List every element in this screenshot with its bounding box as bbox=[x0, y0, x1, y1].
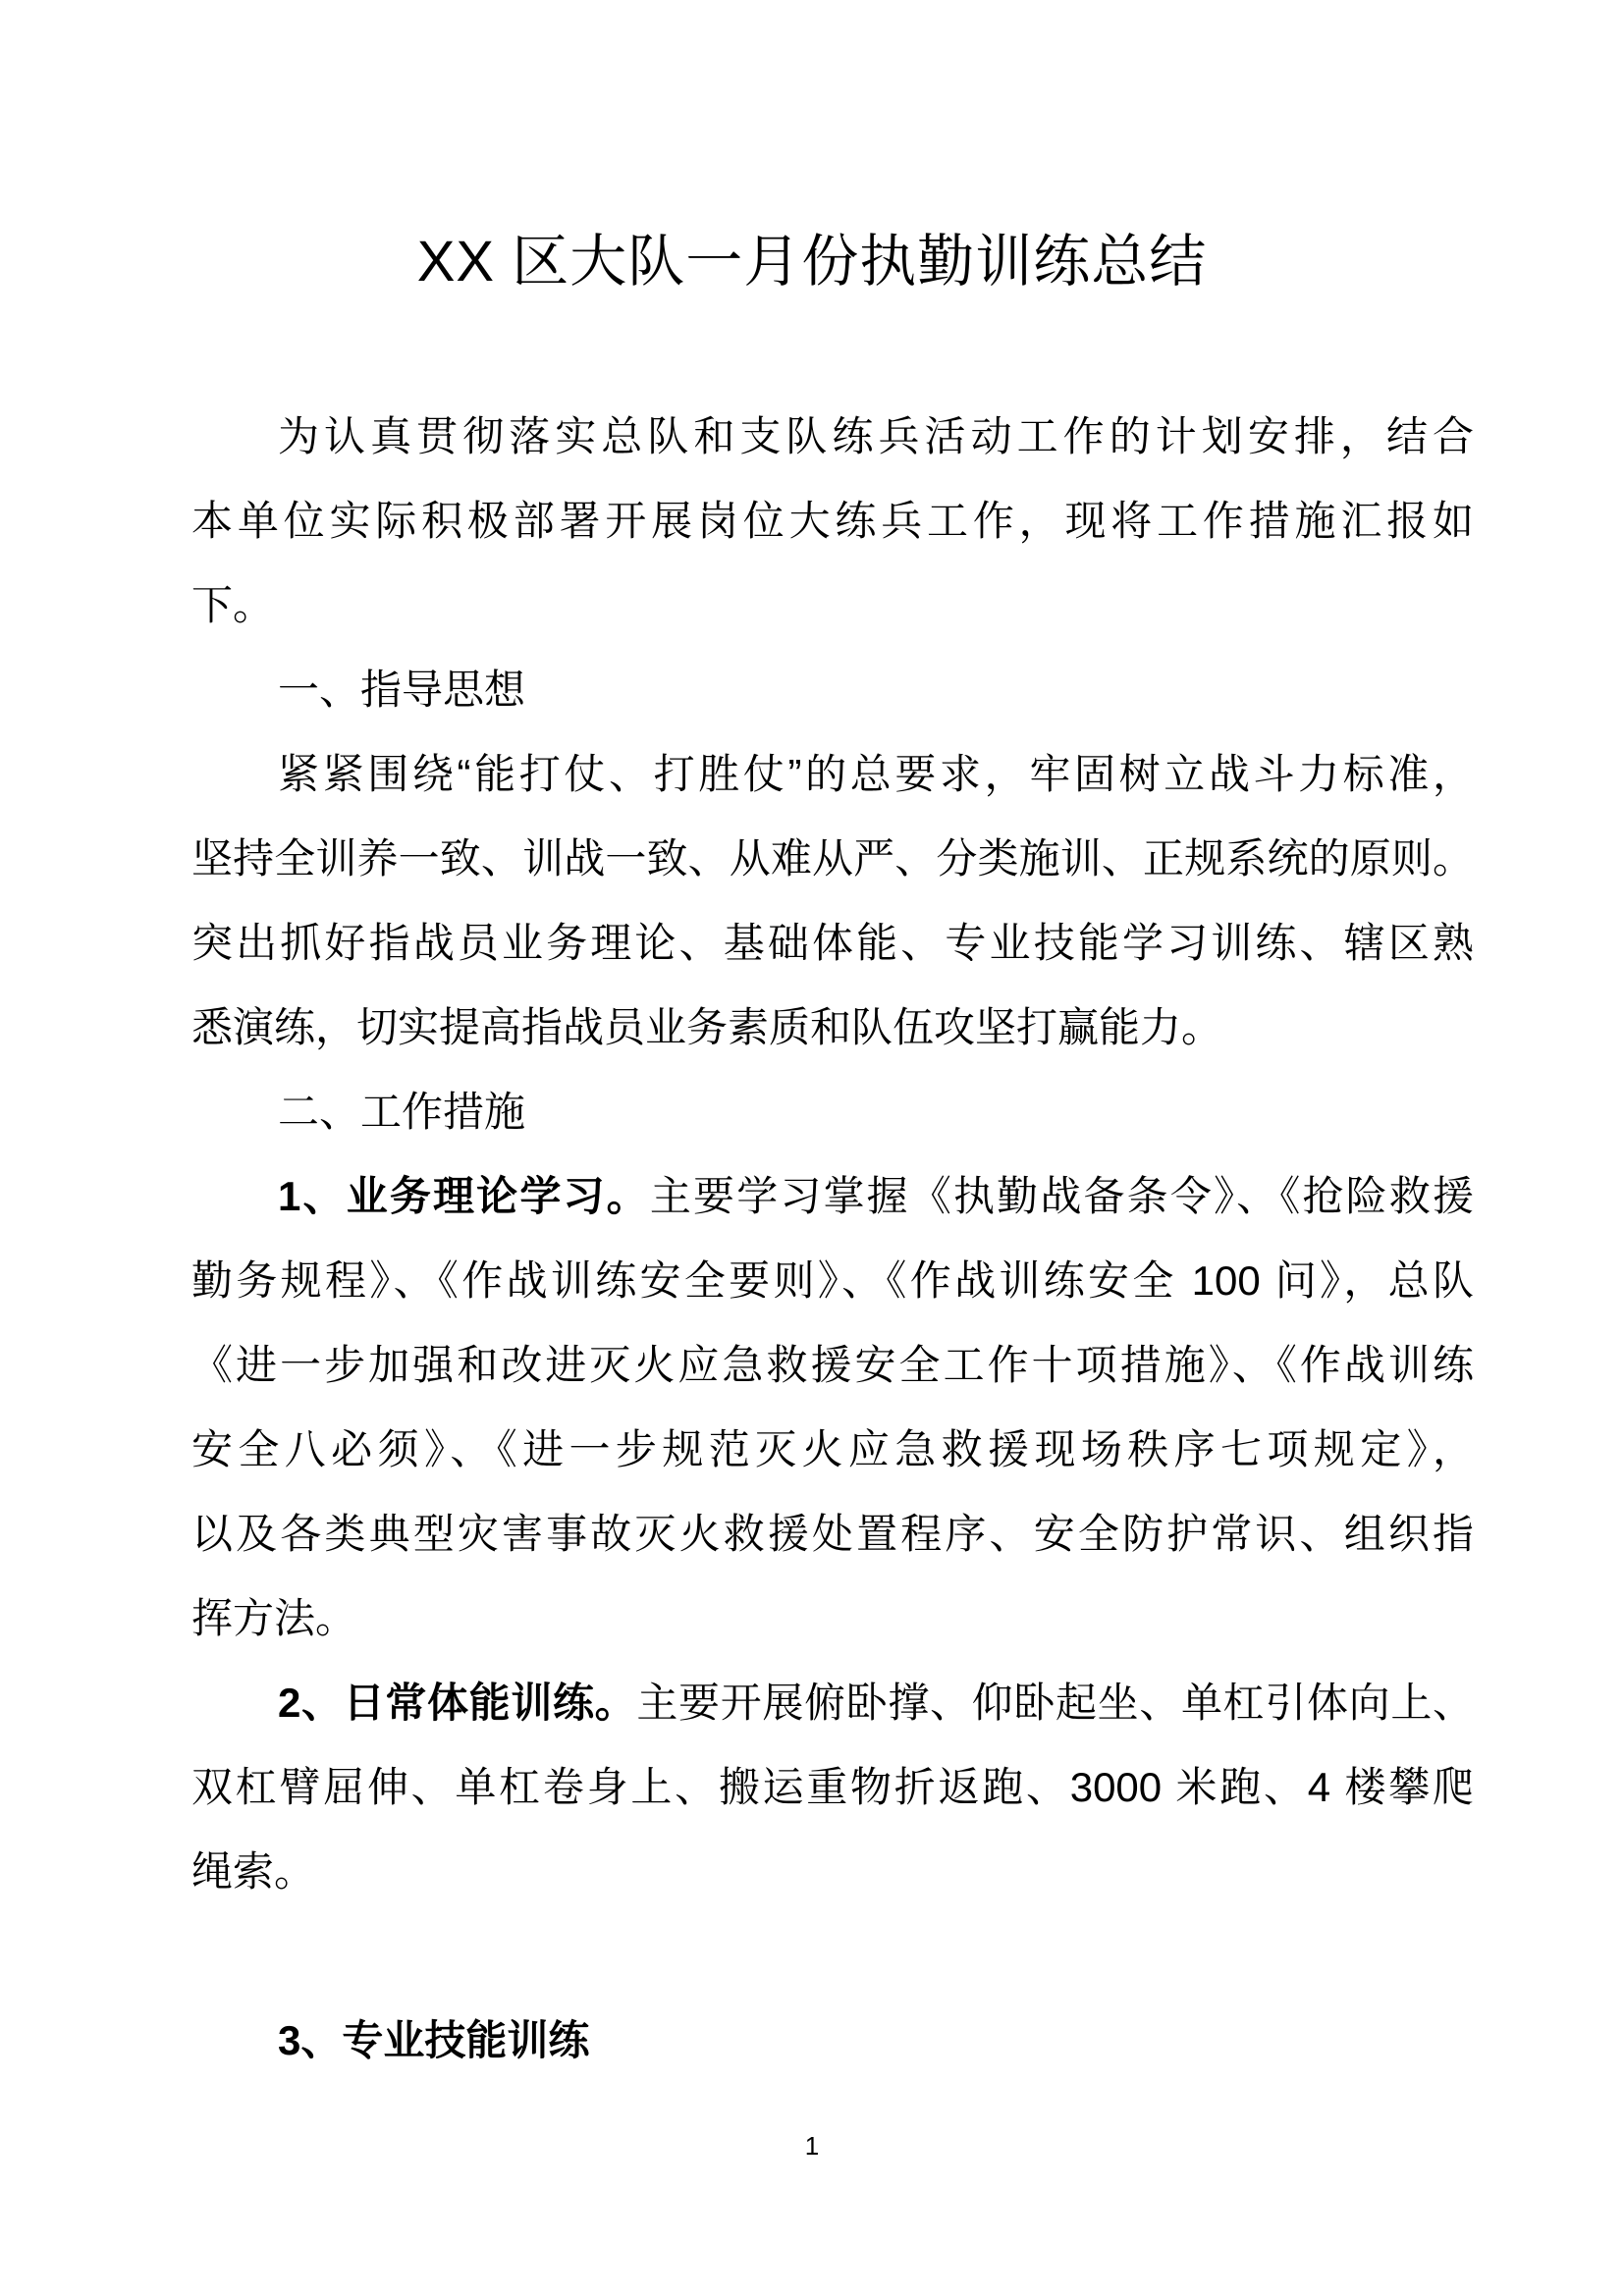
text-run: 悉演练，切实提高指战员业务素质和队伍攻坚打赢能力。 bbox=[191, 1004, 1223, 1050]
text-run: 为认真贯彻落实总队和支队练兵活动工作的计划安排，结合 bbox=[278, 413, 1474, 459]
text-run: 二、工作措施 bbox=[278, 1089, 526, 1135]
paragraph-line bbox=[191, 1239, 1474, 1323]
text-run: 下。 bbox=[191, 582, 275, 628]
paragraph-line bbox=[191, 1492, 1474, 1576]
text-run: 以及各类典型灾害事故灭火救援处置程序、安全防护常识、组织指 bbox=[191, 1511, 1474, 1557]
text-run: 绳索。 bbox=[191, 1848, 316, 1895]
text-run: 双杠臂屈伸、单杠卷身上、搬运重物折返跑、3000 米跑、4 楼攀爬 bbox=[191, 1764, 1474, 1810]
paragraph-line bbox=[191, 817, 1474, 901]
document-body bbox=[191, 395, 1474, 2083]
paragraph-line bbox=[191, 1661, 1474, 1745]
text-run: 坚持全训养一致、训战一致、从难从严、分类施训、正规系统的原则。 bbox=[191, 835, 1474, 881]
text-run: 一、指导思想 bbox=[278, 667, 526, 713]
paragraph-line bbox=[191, 1323, 1474, 1408]
text-run: 安全八必须》、《进一步规范灭火应急救援现场秩序七项规定》， bbox=[191, 1426, 1474, 1472]
paragraph-line bbox=[191, 479, 1474, 563]
item-1-title: 1、业务理论学习。 bbox=[278, 1173, 650, 1219]
heading-guiding-ideology bbox=[191, 648, 1474, 732]
text-run: 突出抓好指战员业务理论、基础体能、专业技能学习训练、辖区熟 bbox=[191, 920, 1474, 966]
text-run: 主要学习掌握《执勤战备条令》、《抢险救援 bbox=[649, 1173, 1474, 1219]
paragraph-line bbox=[191, 1745, 1474, 1830]
paragraph-line bbox=[191, 732, 1474, 817]
paragraph-line bbox=[191, 1830, 1474, 1914]
paragraph-line bbox=[191, 1154, 1474, 1239]
text-run: 紧紧围绕“能打仗、打胜仗”的总要求，牢固树立战斗力标准， bbox=[278, 751, 1474, 797]
paragraph-line bbox=[191, 986, 1474, 1070]
item-2-title: 2、日常体能训练。 bbox=[278, 1680, 637, 1726]
paragraph-line bbox=[191, 1408, 1474, 1492]
document-title: XX 区大队一月份执勤训练总结 bbox=[416, 230, 1208, 294]
heading-work-measures bbox=[191, 1070, 1474, 1154]
paragraph-line bbox=[191, 901, 1474, 986]
text-run: 本单位实际积极部署开展岗位大练兵工作，现将工作措施汇报如 bbox=[191, 498, 1474, 544]
text-run: 《进一步加强和改进灭火应急救援安全工作十项措施》、《作战训练 bbox=[191, 1342, 1474, 1388]
paragraph-line bbox=[191, 1576, 1474, 1661]
paragraph-line bbox=[191, 395, 1474, 479]
text-run: 主要开展俯卧撑、仰卧起坐、单杠引体向上、 bbox=[636, 1680, 1474, 1726]
text-run: 3、专业技能训练 bbox=[278, 2017, 590, 2063]
page-number: 1 bbox=[804, 2131, 820, 2161]
item-3-title bbox=[191, 1999, 1474, 2083]
text-run: 挥方法。 bbox=[191, 1595, 357, 1641]
text-run: 勤务规程》、《作战训练安全要则》、《作战训练安全 100 问》，总队 bbox=[191, 1257, 1474, 1304]
paragraph-line bbox=[191, 563, 1474, 648]
